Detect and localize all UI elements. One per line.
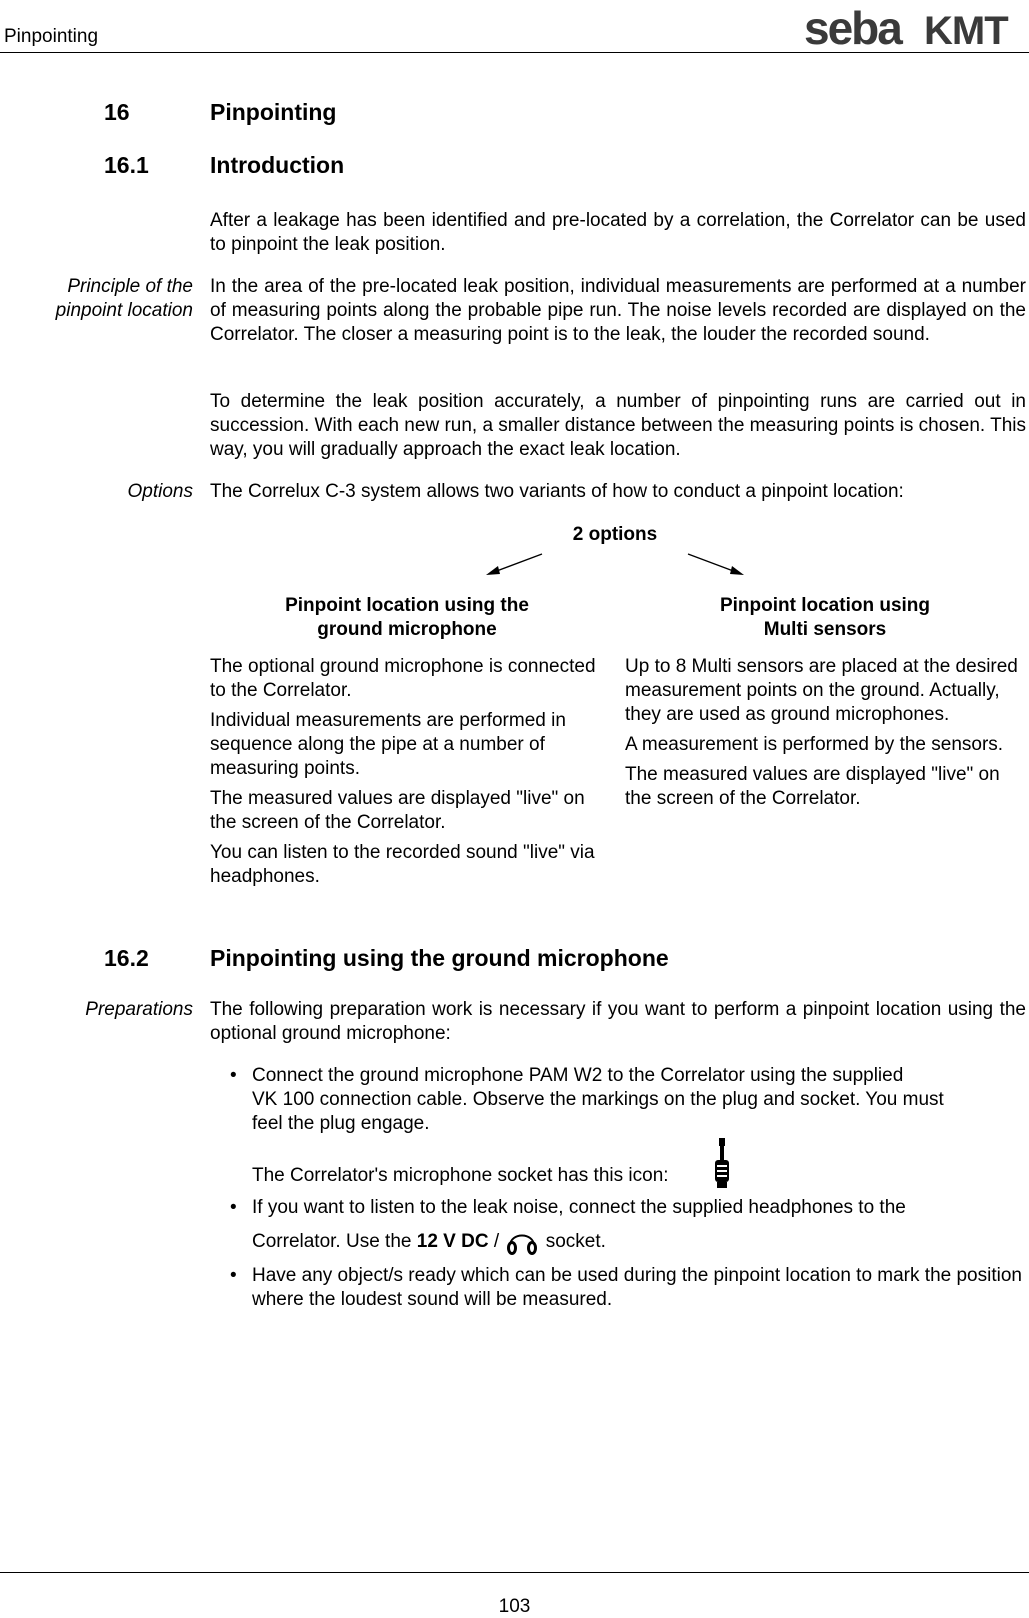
subsection-title: Introduction	[210, 152, 345, 178]
option-ground-microphone-title: Pinpoint location using the ground microphone	[285, 595, 529, 640]
preparation-list	[226, 1064, 1026, 1320]
svg-text:KMT: KMT	[924, 9, 1008, 50]
header-title: Pinpointing	[4, 26, 99, 47]
arrow-right-icon	[730, 566, 744, 575]
two-options-label: 2 options	[572, 524, 658, 545]
headphones-icon	[504, 1228, 540, 1256]
option-multi-sensors-title: Pinpoint location using Multi sensors	[719, 595, 931, 640]
option-arrows	[480, 548, 750, 578]
microphone-socket-icon	[712, 1138, 732, 1190]
margin-label-options: Options	[127, 481, 193, 502]
principle-paragraph: In the area of the pre-located leak position, individual measurements are performed at a number of measuring points along the probable pipe run. The noise levels recorded are displayed on the Correlator. The closer a measuring point is to the leak, the louder the recorded sound.	[210, 276, 1026, 345]
runs-paragraph: To determine the leak position accurately, a number of pinpointing runs are carried out in succession. With each new run, a smaller distance between the measuring points is chosen. This way, you will gradually approach the exact leak location.	[210, 391, 1027, 460]
page-number: 103	[498, 1596, 531, 1617]
options-paragraph: The Correlux C-3 system allows two variants of how to conduct a pinpoint location:	[210, 481, 904, 502]
section-number: 16	[104, 99, 130, 125]
margin-label-principle: Principle of the pinpoint location	[55, 276, 193, 321]
subsection-number: 16.2	[104, 945, 149, 971]
sebakmt-logo	[804, 6, 1026, 50]
intro-paragraph: After a leakage has been identified and pre-located by a correlation, the Correlator can be used to pinpoint the leak position.	[210, 210, 1026, 255]
list-item: • Have any object/s ready which can be used during the pinpoint location to mark the position where the loudest sound will be measured.	[230, 1265, 1022, 1310]
option-multi-sensors-description: Up to 8 Multi sensors are placed at the desired measurement points on the ground. Actually, they are used as ground microphones. A measurement is performed by the sensors. The measured values are displayed "live" on the screen of the Correlator.	[625, 656, 1018, 809]
preparations-paragraph: The following preparation work is necessary if you want to perform a pinpoint location using the optional ground microphone:	[210, 999, 1026, 1044]
arrow-left-icon	[486, 566, 500, 575]
subsection-number: 16.1	[104, 152, 149, 178]
section-title: Pinpointing	[210, 99, 337, 125]
header-rule	[0, 52, 1029, 53]
list-item: • If you want to listen to the leak noise, connect the supplied headphones to the Correlator. Use the 12 V DC / socket.	[226, 1196, 1026, 1256]
subsection-title: Pinpointing using the ground microphone	[210, 945, 669, 971]
option-ground-microphone-description: The optional ground microphone is connected to the Correlator. Individual measurements are performed in sequence along the pipe at a number of measuring points. The measured values are displayed "live" on the screen of the Correlator. You can listen to the recorded sound "live" via headphones.	[210, 656, 596, 887]
margin-label-preparations: Preparations	[85, 999, 193, 1020]
footer-rule	[0, 1572, 1029, 1573]
svg-text:seba: seba	[804, 6, 901, 50]
list-item: • Connect the ground microphone PAM W2 to the Correlator using the supplied VK 100 connection cable. Observe the markings on the plug and socket. You must feel the plug engage. The Correlator's microphone socket has this icon:	[226, 1064, 1026, 1188]
